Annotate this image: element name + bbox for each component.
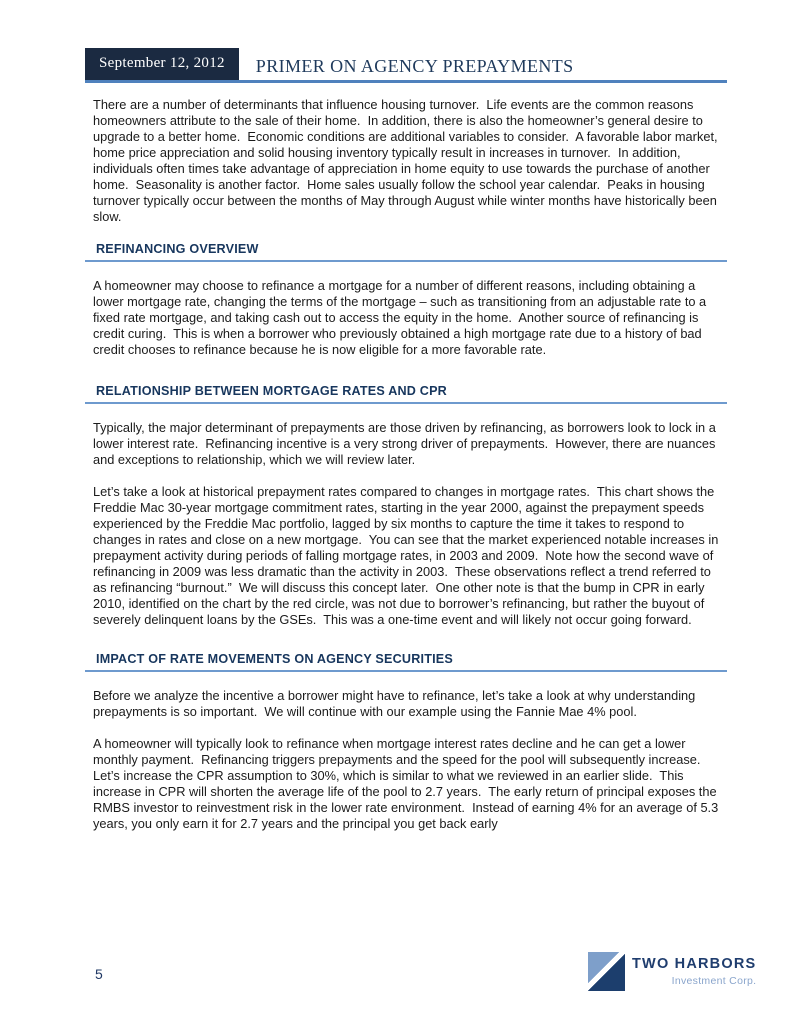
paragraph: Let’s take a look at historical prepayment rates compared to changes in mortgage rates. This chart shows the Freddie Mac 30-year mortgage commitment rates, starting in the year 2000, against the prepayment speeds experienced by the Freddie Mac portfolio, lagged by six months to capture the time it takes to respond to changes in rates and close on a new mortgage. You can see that the market experienced notable increases in prepayment activity during periods of falling mortgage rates, in 2003 and 2009. Note how the second wave of refinancing in 2009 was less dramatic than the activity in 2003. These observations reflect a trend referred to as refinancing “burnout.” We will discuss this concept later. One other note is that the bump in CPR in early 2010, identified on the chart by the red circle, was not due to borrower’s refinancing, but rather the buyout of severely delinquent loans by the GSEs. This was a one-time event and will likely not occur going forward. (93, 484, 719, 627)
paragraph: Typically, the major determinant of prepayments are those driven by refinancing, as borrowers look to lock in a lower interest rate. Refinancing incentive is a very strong driver of prepayments. However, there are nuances and exceptions to relationship, which we will review later. (93, 420, 716, 467)
section-heading-refinancing-overview: REFINANCING OVERVIEW (85, 242, 727, 262)
intro-paragraph: There are a number of determinants that influence housing turnover. Life events are the common reasons homeowners attribute to the sale of their home. In addition, there is also the homeowner’s general desire to upgrade to a better home. Economic conditions are additional variables to consider. A favorable labor market, home price appreciation and solid housing inventory typically result in increases in turnover. In addition, individuals often times take advantage of appreciation in home equity to use towards the purchase of another home. Seasonality is another factor. Home sales usually follow the school year calendar. Peaks in housing turnover typically occur between the months of May through August while winter months have historically been slow. (93, 97, 718, 224)
page-number: 5 (95, 966, 103, 982)
logo-company-name: TWO HARBORS (632, 956, 757, 972)
section-heading-relationship-mortgage-rates-cpr: RELATIONSHIP BETWEEN MORTGAGE RATES AND CPR (85, 384, 727, 404)
paragraph: A homeowner will typically look to refinance when mortgage interest rates decline and he can get a lower monthly payment. Refinancing triggers prepayments and the speed for the pool will subsequently increase. Let’s increase the CPR assumption to 30%, which is similar to what we reviewed in an earlier slide. This increase in CPR will shorten the average life of the pool to 2.7 years. The early return of principal exposes the RMBS investor to reinvestment risk in the lower rate environment. Instead of earning 4% for an average of 5.3 years, you only earn it for 2.7 years and the principal you get back early (93, 736, 719, 831)
date-badge (85, 48, 239, 80)
paragraph: Before we analyze the incentive a borrower might have to refinance, let’s take a look at why understanding prepayments is so important. We will continue with our example using the Fannie Mae 4% pool. (93, 688, 696, 719)
page-title: PRIMER ON AGENCY PREPAYMENTS (255, 56, 574, 76)
two-harbors-logo-icon (588, 952, 625, 991)
date-text: September 12, 2012 (99, 55, 225, 71)
logo-text (632, 952, 756, 987)
page-content (85, 48, 727, 832)
company-logo (588, 952, 756, 991)
page-header (85, 48, 727, 83)
paragraph: A homeowner may choose to refinance a mortgage for a number of different reasons, including obtaining a lower mortgage rate, changing the terms of the mortgage – such as transitioning from an adjustable rate to a fixed rate mortgage, and taking cash out to access the equity in the home. Another source of refinancing is credit curing. This is when a borrower who previously obtained a high mortgage rate due to a history of bad credit chooses to refinance because he is now eligible for a more favorable rate. (93, 278, 707, 357)
logo-company-subtitle: Investment Corp. (671, 975, 757, 987)
section-heading-impact-rate-movements: IMPACT OF RATE MOVEMENTS ON AGENCY SECURITIES (85, 652, 727, 672)
